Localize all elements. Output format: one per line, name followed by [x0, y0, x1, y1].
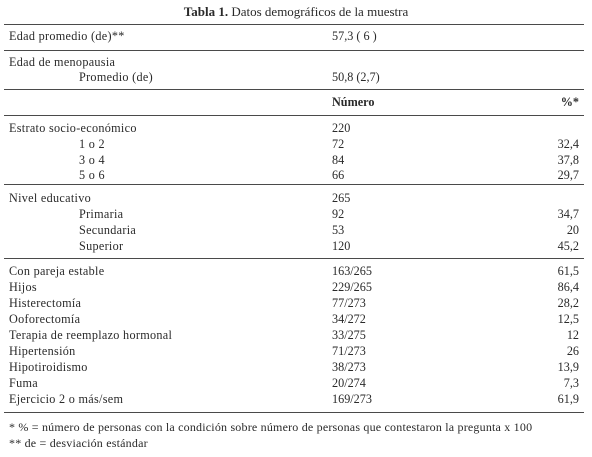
table-title-text: Datos demográficos de la muestra — [231, 4, 409, 19]
condition-row — [0, 391, 592, 407]
rule-top — [4, 24, 584, 25]
education-label: Secundaria — [79, 223, 137, 237]
condition-label: Histerectomía — [9, 296, 82, 310]
condition-percent: 13,9 — [557, 360, 579, 374]
education-row — [0, 238, 592, 254]
education-percent: 34,7 — [557, 207, 579, 221]
row-menopause — [0, 69, 592, 85]
strata-count: 72 — [332, 137, 345, 151]
strata-count: 66 — [332, 168, 345, 182]
condition-label: Ooforectomía — [9, 312, 81, 326]
strata-label: 1 o 2 — [79, 137, 105, 151]
menopause-heading: Edad de menopausia — [9, 55, 116, 69]
strata-heading-row — [0, 120, 592, 136]
menopause-label: Promedio (de) — [79, 70, 153, 84]
strata-row — [0, 136, 592, 152]
education-heading: Nivel educativo — [9, 191, 91, 205]
education-percent: 45,2 — [557, 239, 579, 253]
rule-6 — [4, 258, 584, 259]
strata-row — [0, 167, 592, 183]
condition-row — [0, 343, 592, 359]
education-row — [0, 222, 592, 238]
condition-label: Ejercicio 2 o más/sem — [9, 392, 124, 406]
condition-count: 71/273 — [332, 344, 366, 358]
condition-row — [0, 263, 592, 279]
condition-count: 34/272 — [332, 312, 366, 326]
table-title — [0, 4, 592, 20]
rule-4 — [4, 115, 584, 116]
strata-count: 84 — [332, 152, 345, 167]
menopause-value: 50,8 (2,7) — [332, 70, 380, 84]
header-pct: %* — [560, 95, 579, 109]
condition-percent: 28,2 — [557, 296, 579, 310]
strata-total: 220 — [332, 121, 351, 135]
rule-bottom — [4, 412, 584, 413]
condition-row — [0, 327, 592, 343]
condition-label: Hipotiroidismo — [9, 360, 88, 374]
education-row — [0, 206, 592, 222]
footnote-de: ** de = desviación estándar — [9, 436, 148, 450]
strata-label: 3 o 4 — [79, 152, 105, 167]
condition-count: 77/273 — [332, 296, 366, 310]
condition-label: Hipertensión — [9, 344, 76, 358]
education-heading-row — [0, 190, 592, 206]
condition-row — [0, 375, 592, 391]
condition-row — [0, 279, 592, 295]
column-header-row — [0, 94, 592, 110]
condition-percent: 61,9 — [557, 392, 579, 406]
condition-percent: 12,5 — [557, 312, 579, 326]
row-age — [0, 28, 592, 44]
strata-heading: Estrato socio-económico — [9, 121, 137, 135]
condition-label: Hijos — [9, 280, 37, 294]
education-label: Primaria — [79, 207, 124, 221]
rule-2 — [4, 50, 584, 51]
condition-label: Con pareja estable — [9, 264, 105, 278]
condition-row — [0, 359, 592, 375]
footnote-pct: * % = número de personas con la condición sobre número de personas que contestaron la pregunta x 100 — [9, 420, 533, 434]
education-count: 92 — [332, 207, 345, 221]
strata-percent: 37,8 — [557, 152, 579, 167]
condition-count: 229/265 — [332, 280, 372, 294]
strata-row — [0, 152, 592, 168]
condition-count: 33/275 — [332, 328, 366, 342]
condition-count: 20/274 — [332, 376, 366, 390]
condition-row — [0, 295, 592, 311]
condition-label: Terapia de reemplazo hormonal — [9, 328, 173, 342]
condition-percent: 86,4 — [557, 280, 579, 294]
rule-5 — [4, 184, 584, 185]
education-percent: 20 — [566, 223, 579, 237]
education-count: 53 — [332, 223, 345, 237]
age-value: 57,3 ( 6 ) — [332, 29, 377, 43]
strata-percent: 29,7 — [557, 168, 579, 182]
condition-count: 38/273 — [332, 360, 366, 374]
education-count: 120 — [332, 239, 351, 253]
rule-3 — [4, 89, 584, 90]
strata-label: 5 o 6 — [79, 168, 105, 182]
row-menopause-heading — [0, 54, 592, 70]
condition-row — [0, 311, 592, 327]
condition-count: 163/265 — [332, 264, 372, 278]
table-title-number: Tabla 1. — [183, 4, 229, 19]
header-numero: Número — [332, 95, 375, 109]
condition-label: Fuma — [9, 376, 38, 390]
condition-percent: 7,3 — [563, 376, 579, 390]
condition-percent: 12 — [566, 328, 579, 342]
education-label: Superior — [79, 239, 124, 253]
condition-percent: 61,5 — [557, 264, 579, 278]
condition-percent: 26 — [566, 344, 579, 358]
age-label: Edad promedio (de)** — [9, 29, 125, 43]
condition-count: 169/273 — [332, 392, 372, 406]
strata-percent: 32,4 — [557, 137, 579, 151]
education-total: 265 — [332, 191, 351, 205]
